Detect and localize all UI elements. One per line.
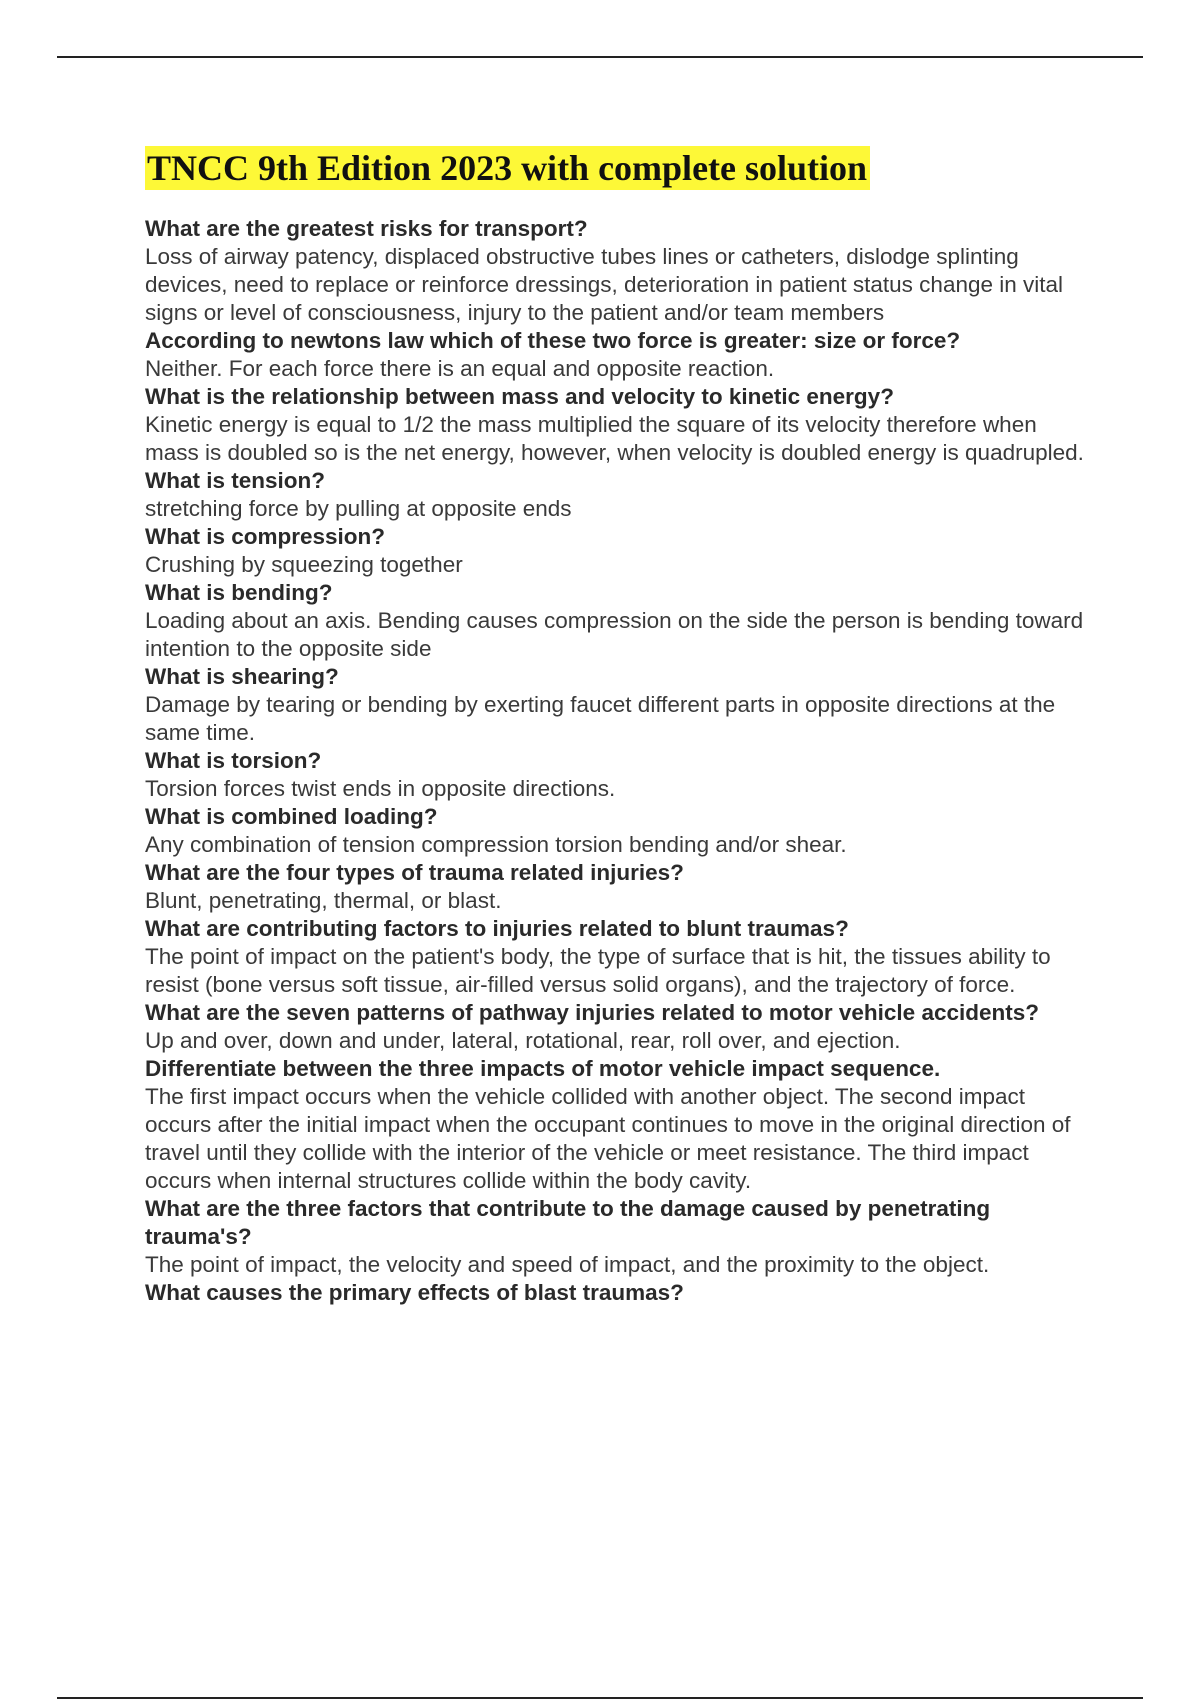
answer-7: Damage by tearing or bending by exerting faucet different parts in opposite directions at the same time. <box>145 692 1056 745</box>
answer-12: Up and over, down and under, lateral, rotational, rear, roll over, and ejection. <box>145 1028 901 1053</box>
answer-14: The point of impact, the velocity and speed of impact, and the proximity to the object. <box>145 1252 990 1277</box>
answer-6: Loading about an axis. Bending causes compression on the side the person is bending toward intention to the opposite side <box>145 608 1084 661</box>
answer-5: Crushing by squeezing together <box>145 552 463 577</box>
answer-10: Blunt, penetrating, thermal, or blast. <box>145 888 502 913</box>
answer-4: stretching force by pulling at opposite ends <box>145 496 572 521</box>
answer-11: The point of impact on the patient's body, the type of surface that is hit, the tissues ability to resist (bone versus soft tissue, air-filled versus solid organs), and the trajectory of force. <box>145 944 1051 997</box>
question-5: What is compression? <box>145 524 386 549</box>
qa-list <box>145 215 1095 1307</box>
question-2: According to newtons law which of these two force is greater: size or force? <box>145 328 961 353</box>
header-rule <box>57 56 1143 58</box>
question-6: What is bending? <box>145 580 333 605</box>
question-11: What are contributing factors to injuries related to blunt traumas? <box>145 916 849 941</box>
answer-13: The first impact occurs when the vehicle collided with another object. The second impact occurs after the initial impact when the occupant continues to move in the original direction of travel until they collide with the interior of the vehicle or meet resistance. The third impact occurs when internal structures collide within the body cavity. <box>145 1084 1071 1193</box>
question-1: What are the greatest risks for transport? <box>145 216 588 241</box>
question-15: What causes the primary effects of blast traumas? <box>145 1280 684 1305</box>
question-14: What are the three factors that contribute to the damage caused by penetrating trauma's? <box>145 1196 991 1249</box>
question-10: What are the four types of trauma related injuries? <box>145 860 684 885</box>
question-9: What is combined loading? <box>145 804 438 829</box>
answer-9: Any combination of tension compression torsion bending and/or shear. <box>145 832 847 857</box>
question-8: What is torsion? <box>145 748 322 773</box>
question-13: Differentiate between the three impacts of motor vehicle impact sequence. <box>145 1056 941 1081</box>
footer-rule <box>57 1697 1143 1699</box>
question-3: What is the relationship between mass and velocity to kinetic energy? <box>145 384 894 409</box>
question-4: What is tension? <box>145 468 325 493</box>
answer-2: Neither. For each force there is an equal and opposite reaction. <box>145 356 775 381</box>
answer-1: Loss of airway patency, displaced obstructive tubes lines or catheters, dislodge splinting devices, need to replace or reinforce dressings, deterioration in patient status change in vital signs or level of consciousness, injury to the patient and/or team members <box>145 244 1064 325</box>
question-12: What are the seven patterns of pathway injuries related to motor vehicle accidents? <box>145 1000 1039 1025</box>
question-7: What is shearing? <box>145 664 339 689</box>
answer-3: Kinetic energy is equal to 1/2 the mass multiplied the square of its velocity therefore when mass is doubled so is the net energy, however, when velocity is doubled energy is quadrupled. <box>145 412 1084 465</box>
document-title: TNCC 9th Edition 2023 with complete solution <box>145 146 870 190</box>
answer-8: Torsion forces twist ends in opposite directions. <box>145 776 616 801</box>
